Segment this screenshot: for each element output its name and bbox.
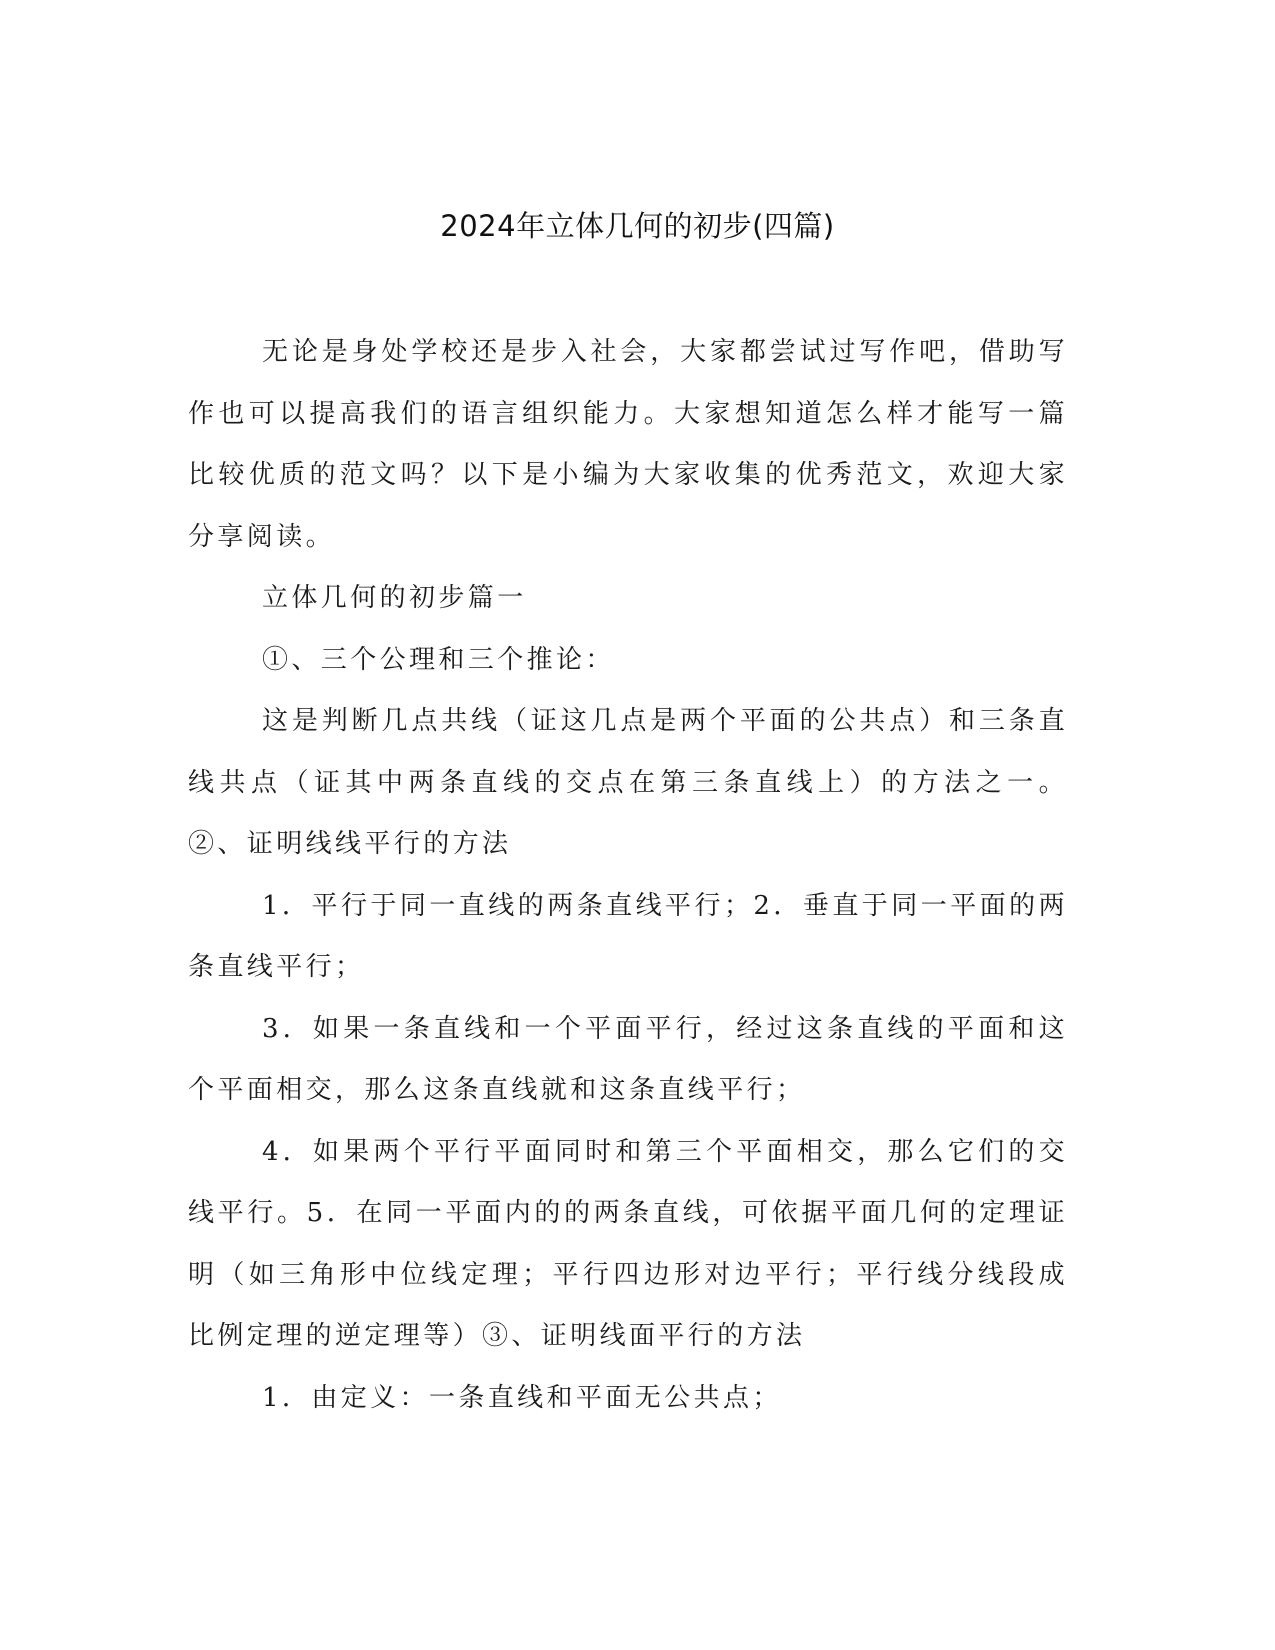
document-title: 2024年立体几何的初步(四篇) <box>440 209 835 243</box>
paragraph: ①、三个公理和三个推论： <box>262 644 615 675</box>
paragraph: 3．如果一条直线和一个平面平行，经过这条直线的平面和这个平面相交，那么这条直线就和这条直线平行； <box>188 1013 1068 1105</box>
paragraph: 1．平行于同一直线的两条直线平行；2．垂直于同一平面的两条直线平行； <box>188 890 1068 982</box>
section-heading: 立体几何的初步篇一 <box>262 583 527 613</box>
paragraph: 1．由定义：一条直线和平面无公共点； <box>262 1382 782 1413</box>
paragraph: 4．如果两个平行平面同时和第三个平面相交，那么它们的交线平行。5．在同一平面内的的两条直线，可依据平面几何的定理证明（如三角形中位线定理；平行四边形对边平行；平行线分线段成比例定理的逆定理等）③、证明线面平行的方法 <box>188 1136 1068 1351</box>
document-body <box>188 322 1068 1429</box>
intro-paragraph: 无论是身处学校还是步入社会，大家都尝试过写作吧，借助写作也可以提高我们的语言组织能力。大家想知道怎么样才能写一篇比较优质的范文吗？以下是小编为大家收集的优秀范文，欢迎大家分享阅读。 <box>188 337 1068 552</box>
paragraph: 这是判断几点共线（证这几点是两个平面的公共点）和三条直线共点（证其中两条直线的交点在第三条直线上）的方法之一。②、证明线线平行的方法 <box>188 706 1068 859</box>
